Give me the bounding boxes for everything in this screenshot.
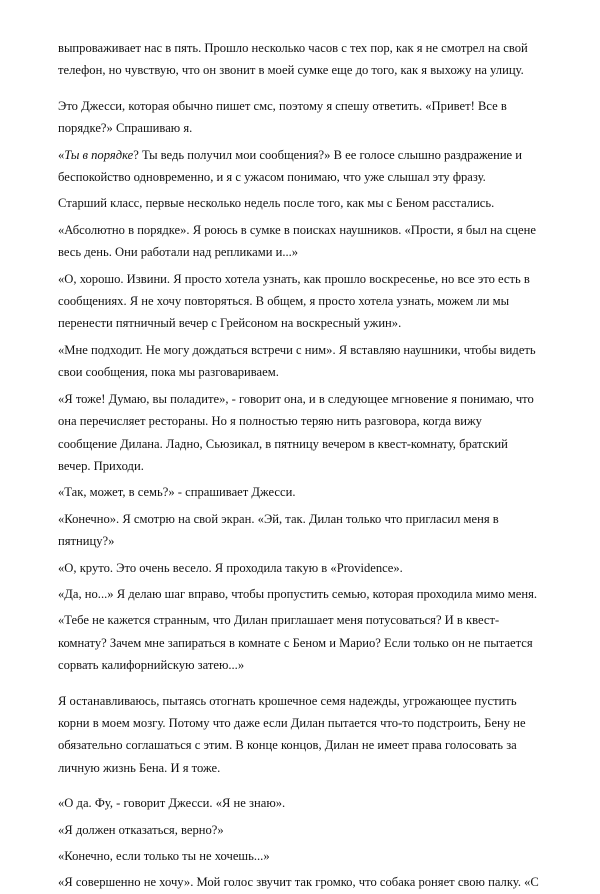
paragraph-9: «Так, может, в семь?» - спрашивает Джесси. (58, 485, 296, 500)
paragraph-12: «Да, но...» Я делаю шаг вправо, чтобы пропустить семью, которая проходила мимо меня. (58, 586, 538, 601)
paragraph-11: «О, круто. Это очень весело. Я проходила такую в «Providence». (58, 560, 403, 575)
paragraph-7: «Мне подходит. Не могу дождаться встречи с ним». Я вставляю наушники, чтобы видеть свои сообщения, пока мы разговариваем. (58, 342, 536, 380)
paragraph-4: Старший класс, первые несколько недель после того, как мы с Беном расстались. (58, 196, 495, 211)
paragraph-10: «Конечно». Я смотрю на свой экран. «Эй, так. Дилан только что пригласил меня в пятницу?» (58, 511, 499, 549)
paragraph-3-rest: ? Ты ведь получил мои сообщения?» В ее голосе слышно раздражение и беспокойство одновременно, и я с ужасом понимаю, что уже слышал эту фразу. (58, 147, 523, 185)
paragraph-8: «Я тоже! Думаю, вы поладите», - говорит она, и в следующее мгновение я понимаю, что она перечисляет рестораны. Но я полностью теряю нить разговора, когда вижу сообщение Дилана. Ладно, Сьюзикал, в пятницу вечером в квест-комнату, братский вечер. Приходи. (58, 391, 534, 473)
paragraph-6: «О, хорошо. Извини. Я просто хотела узнать, как прошло воскресенье, но все это есть в сообщениях. Я не хочу повторяться. В общем, я просто хотела узнать, можем ли мы перенести пятничный вечер с Грейсоном на воскресный ужин». (58, 271, 530, 331)
paragraph-18: «Я совершенно не хочу». Мой голос звучит так громко, что собака роняет свою палку. «С (58, 875, 539, 890)
paragraph-14: Я останавливаюсь, пытаясь отогнать крошечное семя надежды, угрожающее пустить корни в моем мозгу. Потому что даже если Дилан пытается что-то подстроить, Бену не обязательно соглашаться с этим. В конце концов, Дилан не имеет права голосовать за личную жизнь Бена. И я тоже. (58, 693, 526, 775)
paragraph-16: «Я должен отказаться, верно?» (58, 822, 224, 837)
paragraph-1: выпроваживает нас в пять. Прошло несколько часов с тех пор, как я не смотрел на свой телефон, но чувствую, что он звонит в моей сумке еще до того, как я выхожу на улицу. (58, 41, 528, 78)
paragraph-3 (58, 144, 540, 189)
paragraph-13: «Тебе не кажется странным, что Дилан приглашает меня потусоваться? И в квест-комнату? Зачем мне запираться в комнате с Беном и Марио? Если только он не пытается сорвать калифорнийскую затею...» (58, 613, 533, 673)
paragraph-3-open-quote: « (58, 147, 65, 162)
paragraph-5: «Абсолютно в порядке». Я роюсь в сумке в поисках наушников. «Прости, я был на сцене весь день. Они работали над репликами и...» (58, 222, 536, 260)
paragraph-17: «Конечно, если только ты не хочешь...» (58, 849, 270, 863)
paragraph-3-italic: Ты в порядке (64, 147, 134, 162)
paragraph-15: «О да. Фу, - говорит Джесси. «Я не знаю». (58, 796, 286, 811)
paragraph-2: Это Джесси, которая обычно пишет смс, поэтому я спешу ответить. «Привет! Все в порядке?» Спрашиваю я. (58, 98, 507, 136)
